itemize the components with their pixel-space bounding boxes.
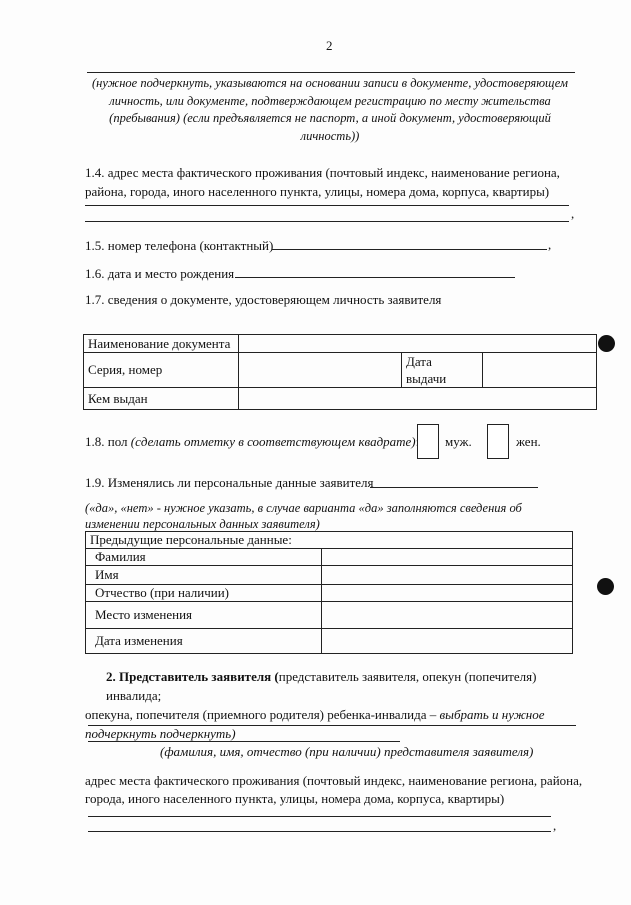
- rep-address-line-2[interactable]: [88, 831, 551, 832]
- representative-line-1[interactable]: [88, 725, 576, 726]
- issued-by-field[interactable]: [239, 388, 597, 410]
- margin-punch-hole: [598, 335, 615, 352]
- address-line-1[interactable]: [85, 205, 569, 206]
- top-note-line: (пребывания) (если предъявляется не паспорт, а иной документ, удостоверяющий: [109, 111, 551, 125]
- section-1-5-label: 1.5. номер телефона (контактный): [85, 238, 274, 253]
- section-1-7-label: 1.7. сведения о документе, удостоверяющем личность заявителя: [85, 292, 442, 307]
- prev-row-label: Фамилия: [86, 549, 322, 566]
- address-line-text: адрес места фактического проживания (почтовый индекс, наименование региона, района,: [85, 773, 583, 788]
- prev-header: Предыдущие персональные данные:: [86, 532, 573, 549]
- comma: ,: [571, 206, 575, 221]
- male-label: муж.: [445, 434, 472, 449]
- margin-punch-hole: [597, 578, 614, 595]
- s1-4-line: 1.4. адрес места фактического проживания (почтовый индекс, наименование региона,: [85, 165, 560, 180]
- section-1-6-label: 1.6. дата и место рождения: [85, 266, 235, 281]
- birth-field[interactable]: [235, 277, 515, 278]
- section-1-4-label: [85, 163, 560, 201]
- top-note-line: личность)): [300, 128, 360, 143]
- s2-title: 2. Представитель заявителя (: [106, 669, 279, 684]
- s2-line2-text: опекуна, попечителя (приемного родителя) ребенка-инвалида –: [85, 707, 440, 722]
- issue-date-label-line: Дата: [406, 354, 432, 369]
- prev-row-field[interactable]: [322, 566, 573, 585]
- identity-document-table: [83, 334, 597, 410]
- representative-line-2[interactable]: [88, 741, 400, 742]
- top-note-line: (нужное подчеркнуть, указываются на основании записи в документе, удостоверяющем: [91, 76, 569, 90]
- prev-row-field[interactable]: [322, 602, 573, 629]
- address-line-2[interactable]: [85, 221, 569, 222]
- address-line-text: города, иного населенного пункта, улицы, номера дома, корпуса, квартиры): [85, 791, 505, 806]
- s2-line-3: подчеркнуть подчеркнуть): [85, 726, 236, 741]
- s1-9-note: [85, 500, 522, 532]
- top-rule: [87, 72, 575, 73]
- prev-row-label: Место изменения: [86, 602, 322, 629]
- comma: ,: [553, 818, 557, 833]
- doc-name-field[interactable]: [239, 335, 597, 353]
- s2-line-2: [85, 705, 580, 724]
- comma: ,: [548, 237, 552, 252]
- s1-9-note-line: («да», «нет» - нужное указать, в случае варианта «да» заполняются сведения об: [85, 501, 522, 515]
- prev-row-label: Имя: [86, 566, 322, 585]
- prev-row-label: Отчество (при наличии): [86, 585, 322, 602]
- issued-by-label: Кем выдан: [84, 388, 239, 410]
- s1-4-line: района, города, иного населенного пункта, улицы, номера дома, корпуса, квартиры): [85, 184, 550, 199]
- prev-row-label: Дата изменения: [86, 629, 322, 654]
- issue-date-field[interactable]: [483, 353, 597, 388]
- section-2: [85, 667, 580, 743]
- top-note-line: личность, или документе, подтверждающем регистрацию по месту жительства: [109, 93, 551, 108]
- section-1-9-label: 1.9. Изменялись ли персональные данные заявителя: [85, 475, 374, 490]
- prev-row-field[interactable]: [322, 549, 573, 566]
- fio-caption: (фамилия, имя, отчество (при наличии) представителя заявителя): [160, 744, 534, 759]
- prev-row-field[interactable]: [322, 629, 573, 654]
- doc-name-label: Наименование документа: [84, 335, 239, 353]
- section-1-8-label: [85, 434, 419, 450]
- s1-9-note-line: изменении персональных данных заявителя): [85, 517, 320, 531]
- phone-field[interactable]: [272, 249, 547, 250]
- female-checkbox[interactable]: [487, 424, 509, 459]
- representative-address-label: [85, 772, 582, 808]
- page-number: 2: [326, 38, 333, 53]
- doc-series-field[interactable]: [239, 353, 402, 388]
- changed-data-field[interactable]: [370, 487, 538, 488]
- s1-8-hint: (сделать отметку в соответствующем квадрате): [130, 434, 416, 449]
- female-label: жен.: [516, 434, 541, 449]
- doc-series-label: Серия, номер: [84, 353, 239, 388]
- male-checkbox[interactable]: [417, 424, 439, 459]
- s2-line-1: [85, 667, 580, 705]
- s2-line2-italic: выбрать и нужное: [439, 707, 545, 722]
- prev-row-field[interactable]: [322, 585, 573, 602]
- top-note: [80, 75, 580, 145]
- issue-date-label: [402, 353, 483, 388]
- s1-8-text: 1.8. пол: [85, 434, 128, 449]
- previous-data-table: [85, 531, 573, 654]
- issue-date-label-line: выдачи: [406, 371, 447, 386]
- s2-text: представитель заявителя, опекун (попечителя) инвалида;: [106, 669, 537, 703]
- rep-address-line-1[interactable]: [88, 816, 551, 817]
